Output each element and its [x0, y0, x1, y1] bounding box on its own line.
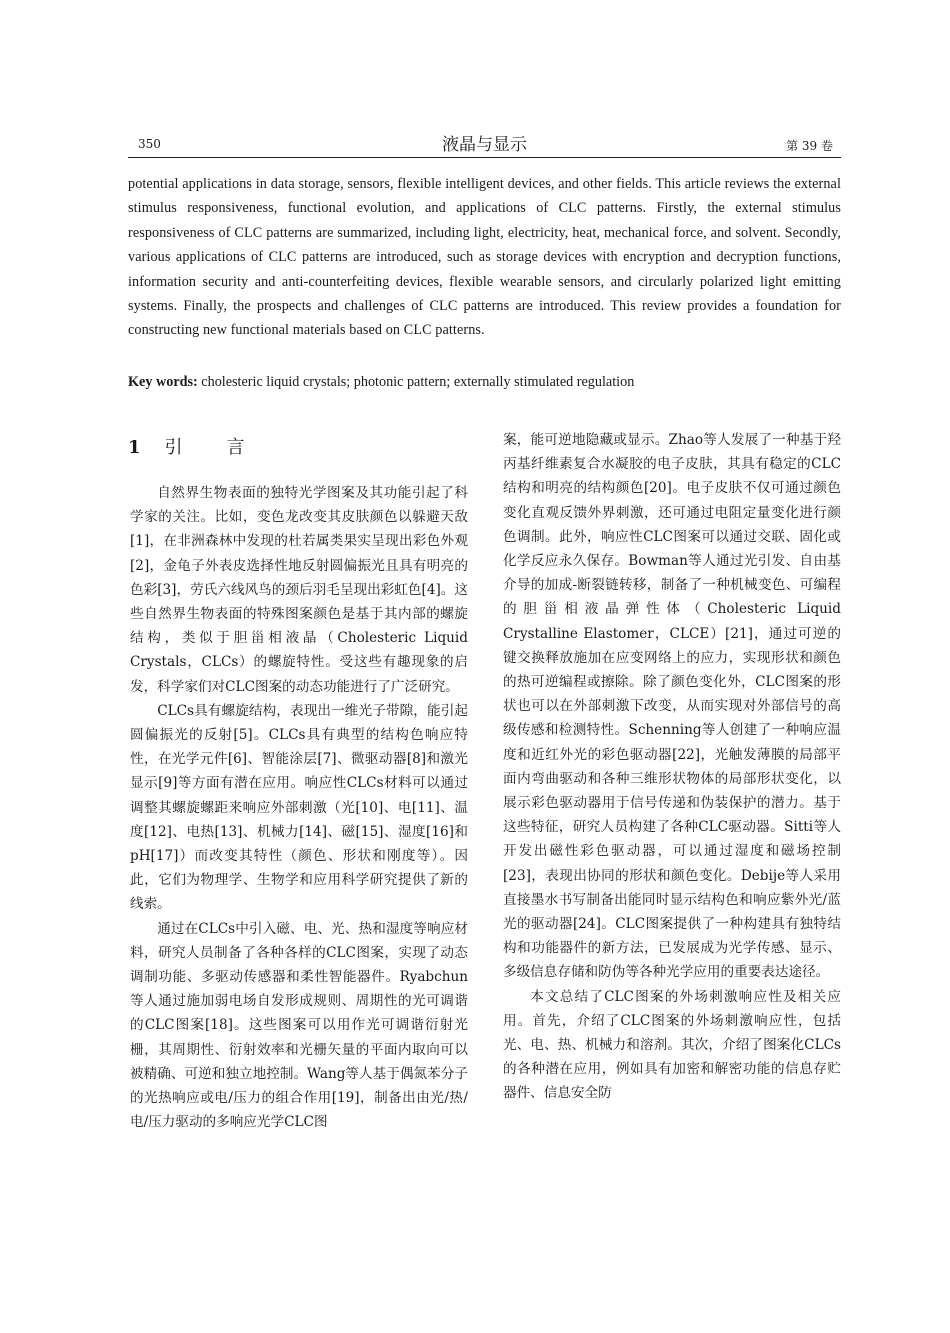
paragraph: 自然界生物表面的独特光学图案及其功能引起了科学家的关注。比如，变色龙改变其皮肤颜色以躲避天敌[1]，在非洲森林中发现的杜若属类果实呈现出彩色外观[2]，金龟子外表皮选择性地反射圆偏振光且具有明亮的色彩[3]，劳氏六线风鸟的颈后羽毛呈现出彩虹色[4]。这些自然界生物表面的特殊图案颜色是基于其内部的螺旋结构，类似于胆甾相液晶（Cholesteric Liquid Crystals，CLCs）的螺旋特性。受这些有趣现象的启发，科学家们对CLC图案的动态功能进行了广泛研究。 [130, 485, 468, 695]
section-number: 1 [128, 437, 141, 458]
running-header [128, 128, 841, 156]
section-title: 引言 [164, 437, 289, 458]
paragraph: 本文总结了CLC图案的外场刺激响应性及相关应用。首先，介绍了CLC图案的外场刺激响应性，包括光、电、热、机械力和溶剂。其次，介绍了图案化CLCs的各种潜在应用，例如具有加密和解密功能的信息存贮器件、信息安全防 [503, 988, 841, 1102]
left-column [130, 481, 468, 1134]
keywords-label: Key words: [128, 374, 198, 390]
volume-label: 第 39 卷 [786, 139, 833, 153]
paragraph: 案，能可逆地隐藏或显示。Zhao等人发展了一种基于羟丙基纤维素复合水凝胶的电子皮肤，其具有稳定的CLC结构和明亮的结构颜色[20]。电子皮肤不仅可通过颜色变化直观反馈外界刺激，还可通过电阻定量变化进行颜色调制。此外，响应性CLC图案可以通过交联、固化或化学反应永久保存。Bowman等人通过光引发、自由基介导的加成-断裂链转移，制备了一种机械变色、可编程的胆甾相液晶弹性体（Cholesteric Liquid Crystalline Elastomer，CLCE）[21]，通过可逆的键交换释放施加在应变网络上的应力，实现形状和颜色的热可逆编程或擦除。除了颜色变化外，CLC图案的形状也可以在外部刺激下改变，从而实现对外部信号的高级传感和检测特性。Schenning等人创建了一种响应温度和近红外光的彩色驱动器[22]，光触发薄膜的局部平面内弯曲驱动和各种三维形状物体的局部形状变化，以展示彩色驱动器用于信号传递和伪装保护的潜力。基于这些特征，研究人员构建了各种CLC驱动器。Sitti等人开发出磁性彩色驱动器，可以通过湿度和磁场控制[23]，表现出协同的形状和颜色变化。Debije等人采用直接墨水书写制备出能同时显示结构色和响应紫外光/蓝光的驱动器[24]。CLC图案提供了一种构建具有独特结构和功能器件的新方法，已发展成为光学传感、显示、多级信息存储和防伪等各种光学应用的重要表达途径。 [503, 432, 841, 981]
keywords-text: cholesteric liquid crystals; photonic pattern; externally stimulated regulation [197, 374, 635, 390]
section-heading [128, 433, 289, 459]
page-number: 350 [138, 137, 161, 151]
paragraph: CLCs具有螺旋结构，表现出一维光子带隙，能引起圆偏振光的反射[5]。CLCs具有典型的结构色响应特性，在光学元件[6]、智能涂层[7]、微驱动器[8]和激光显示[9]等方面有潜在应用。响应性CLCs材料可以通过调整其螺旋螺距来响应外部刺激（光[10]、电[11]、温度[12]、电热[13]、机械力[14]、磁[15]、湿度[16]和pH[17]）而改变其特性（颜色、形状和刚度等）。因此，它们为物理学、生物学和应用科学研究提供了新的线索。 [130, 702, 468, 913]
journal-title: 液晶与显示 [442, 135, 527, 155]
header-divider [128, 157, 841, 158]
keywords-line [128, 370, 841, 394]
right-column [503, 428, 841, 1106]
abstract-text: potential applications in data storage, sensors, flexible intelligent devices, and other fields. This article reviews the external stimulus responsiveness, functional evolution, and applications of CLC patterns. Firstly, the external stimulus responsiveness of CLC patterns are summarized, including light, electricity, heat, mechanical force, and solvent. Secondly, various applications of CLC patterns are introduced, such as storage devices with encryption and decryption functions, information security and anti-counterfeiting devices, flexible wearable sensors, and circularly polarized light emitting systems. Finally, the prospects and challenges of CLC patterns are introduced. This review provides a foundation for constructing new functional materials based on CLC patterns. [128, 176, 841, 339]
paragraph: 通过在CLCs中引入磁、电、光、热和湿度等响应材料，研究人员制备了各种各样的CLC图案，实现了动态调制功能、多驱动传感器和柔性智能器件。Ryabchun等人通过施加弱电场自发形成规则、周期性的光可调谐的CLC图案[18]。这些图案可以用作光可调谐衍射光栅，其周期性、衍射效率和光栅矢量的平面内取向可以被精确、可逆和独立地控制。Wang等人基于偶氮苯分子的光热响应或电/压力的组合作用[19]，制备出由光/热/电/压力驱动的多响应光学CLC图 [130, 920, 468, 1131]
